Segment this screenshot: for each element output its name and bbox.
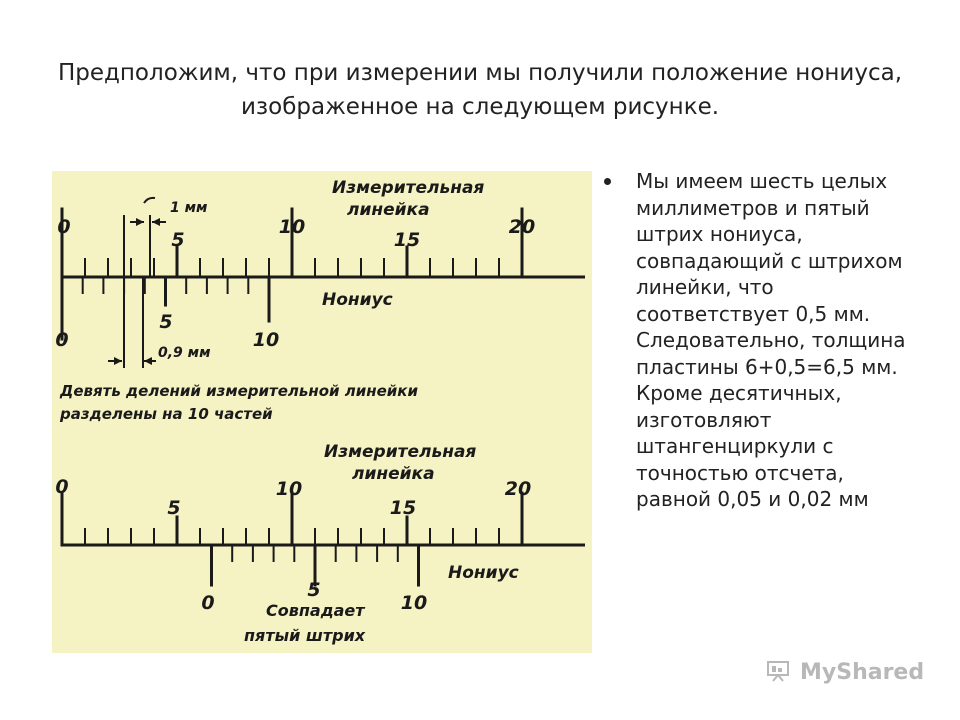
bottom-ruler-num-10: 10	[275, 478, 303, 500]
bottom-caption-1: Совпадает	[266, 601, 365, 620]
bottom-ruler-label-2: линейка	[352, 464, 435, 484]
top-09mm-arrows	[114, 357, 152, 365]
bottom-ruler-num-5: 5	[167, 497, 181, 519]
bottom-ruler-num-15: 15	[389, 497, 417, 519]
top-ruler-label-2: линейка	[347, 200, 430, 220]
watermark-text: MyShared	[800, 660, 925, 685]
top-ruler-num-15: 15	[393, 229, 421, 251]
bottom-caption-2: пятый штрих	[244, 626, 366, 645]
top-vernier-label: Нониус	[322, 290, 393, 310]
top-vernier-step-label: 0,9 мм	[158, 345, 211, 361]
bottom-vernier-label: Нониус	[448, 563, 519, 583]
top-mm-dimension	[130, 198, 166, 222]
bottom-ruler-num-20: 20	[504, 478, 532, 500]
presentation-board-icon	[766, 660, 790, 682]
top-ruler-num-0: 0	[57, 216, 71, 238]
vernier-diagram	[52, 171, 592, 653]
bullet-dot	[604, 178, 611, 185]
top-vernier-num-0: 0	[55, 329, 69, 351]
top-vernier-num-10: 10	[252, 329, 280, 351]
bottom-ruler-label-1: Измерительная	[324, 442, 477, 462]
top-ruler-num-10: 10	[278, 216, 306, 238]
slide-title: Предположим, что при измерении мы получили положение нониуса, изображенное на следующем рисунке.	[57, 60, 903, 120]
watermark	[760, 658, 930, 688]
top-caption-2: разделены на 10 частей	[60, 405, 273, 423]
top-mm-arrows	[136, 218, 160, 226]
bottom-ruler-num-0: 0	[55, 476, 69, 498]
top-caption-1: Девять делений измерительной линейки	[60, 382, 418, 400]
bottom-vernier-num-5: 5	[307, 579, 321, 601]
top-ruler-num-20: 20	[508, 216, 536, 238]
bottom-vernier-num-0: 0	[201, 592, 215, 614]
top-ruler-num-5: 5	[171, 229, 185, 251]
bullet-text: Мы имеем шесть целых миллиметров и пятый штрих нониуса, совпадающий с штрихом линейки, что соответствует 0,5 мм. Следовательно, толщина пластины 6+0,5=6,5 мм. Кроме десятичных, изготовляют штангенциркули с точностью отсчета, равной 0,05 и 0,02 мм	[636, 169, 906, 511]
top-mm-label: 1 мм	[170, 200, 208, 216]
bottom-vernier-num-10: 10	[400, 592, 428, 614]
top-ruler-label-1: Измерительная	[332, 178, 485, 198]
top-vernier-num-5: 5	[159, 311, 173, 333]
vernier-figure	[52, 171, 592, 653]
